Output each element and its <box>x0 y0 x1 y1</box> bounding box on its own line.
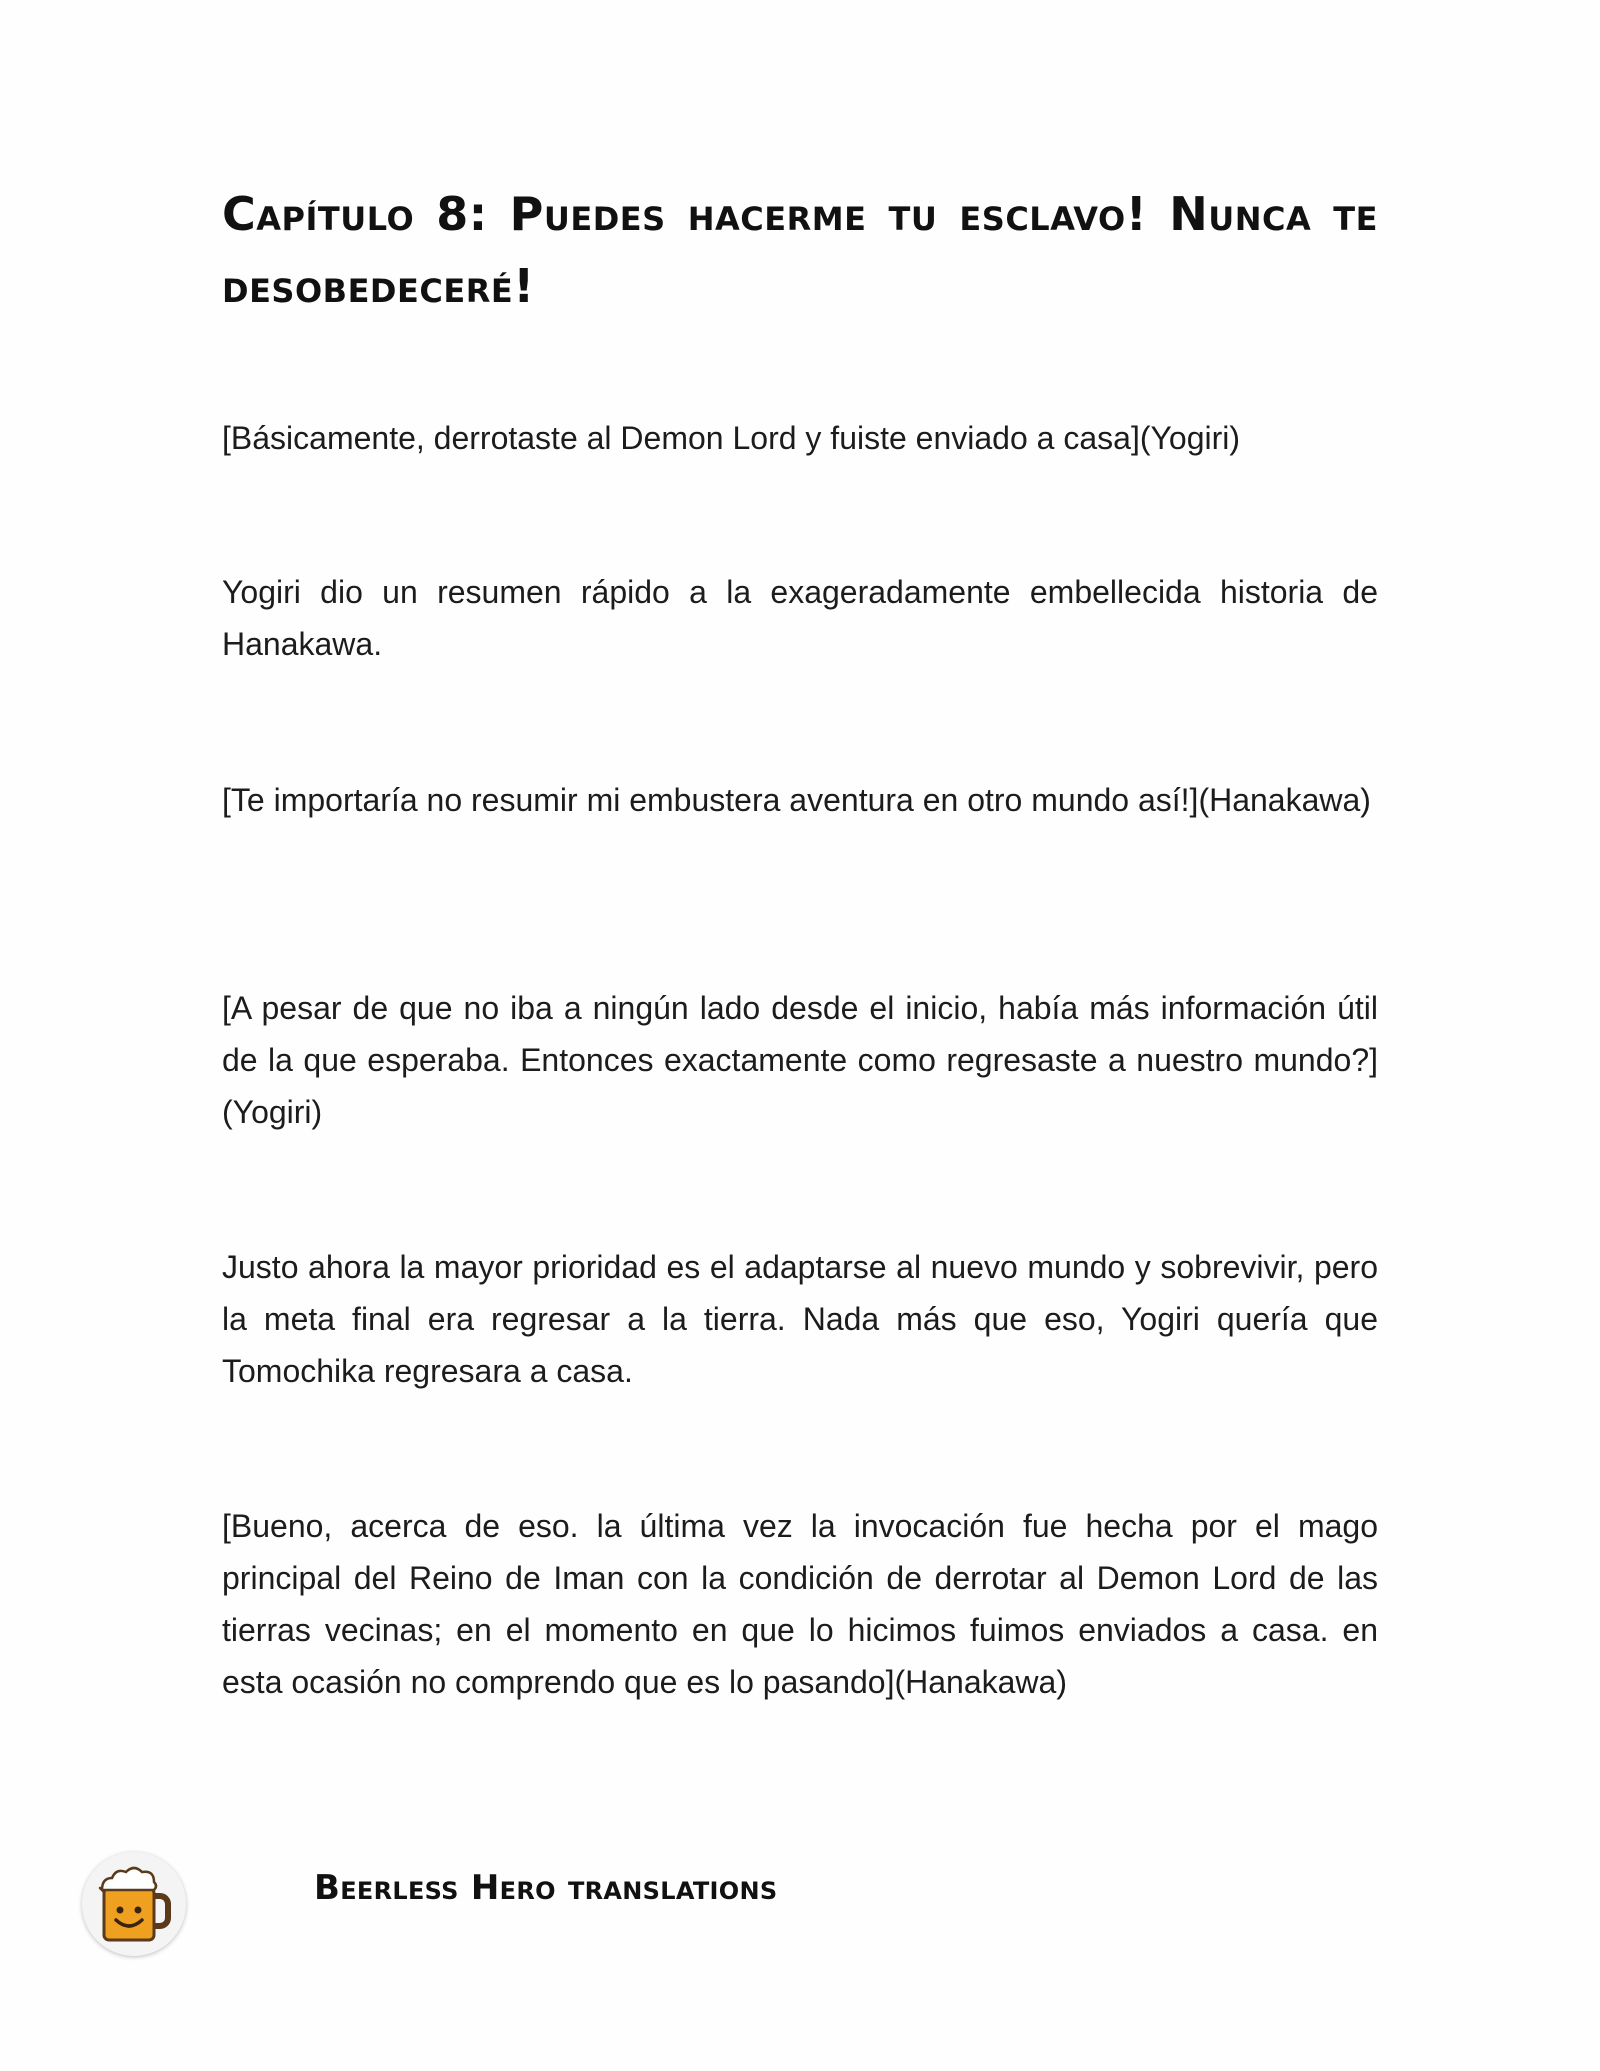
footer-brand: Beerless Hero translations <box>314 1868 778 1908</box>
paragraph: Justo ahora la mayor prioridad es el adaptarse al nuevo mundo y sobrevivir, pero la meta final era regresar a la tierra. Nada más que eso, Yogiri quería que Tomochika regresara a casa. <box>222 1249 1378 1389</box>
paragraph: Yogiri dio un resumen rápido a la exageradamente embellecida historia de Hanakawa. <box>222 574 1378 662</box>
paragraph: [Básicamente, derrotaste al Demon Lord y fuiste enviado a casa](Yogiri) <box>222 420 1241 456</box>
paragraph: [Bueno, acerca de eso. la última vez la invocación fue hecha por el mago principal del Reino de Iman con la condición de derrotar al Demon Lord de las tierras vecinas; en el momento en que lo hicimos fuimos enviados a casa. en esta ocasión no comprendo que es lo pasando](Hanakawa) <box>222 1508 1378 1700</box>
beer-mug-smiley-icon <box>82 1852 186 1956</box>
paragraph: [A pesar de que no iba a ningún lado desde el inicio, había más información útil de la que esperaba. Entonces exactamente como regresaste a nuestro mundo?](Yogiri) <box>222 990 1378 1130</box>
paragraph: [Te importaría no resumir mi embustera aventura en otro mundo así!](Hanakawa) <box>222 782 1371 818</box>
chapter-title: Capítulo 8: Puedes hacerme tu esclavo! Nunca te desobedeceré! <box>222 187 1378 313</box>
beer-mug-graphic <box>94 1862 174 1946</box>
